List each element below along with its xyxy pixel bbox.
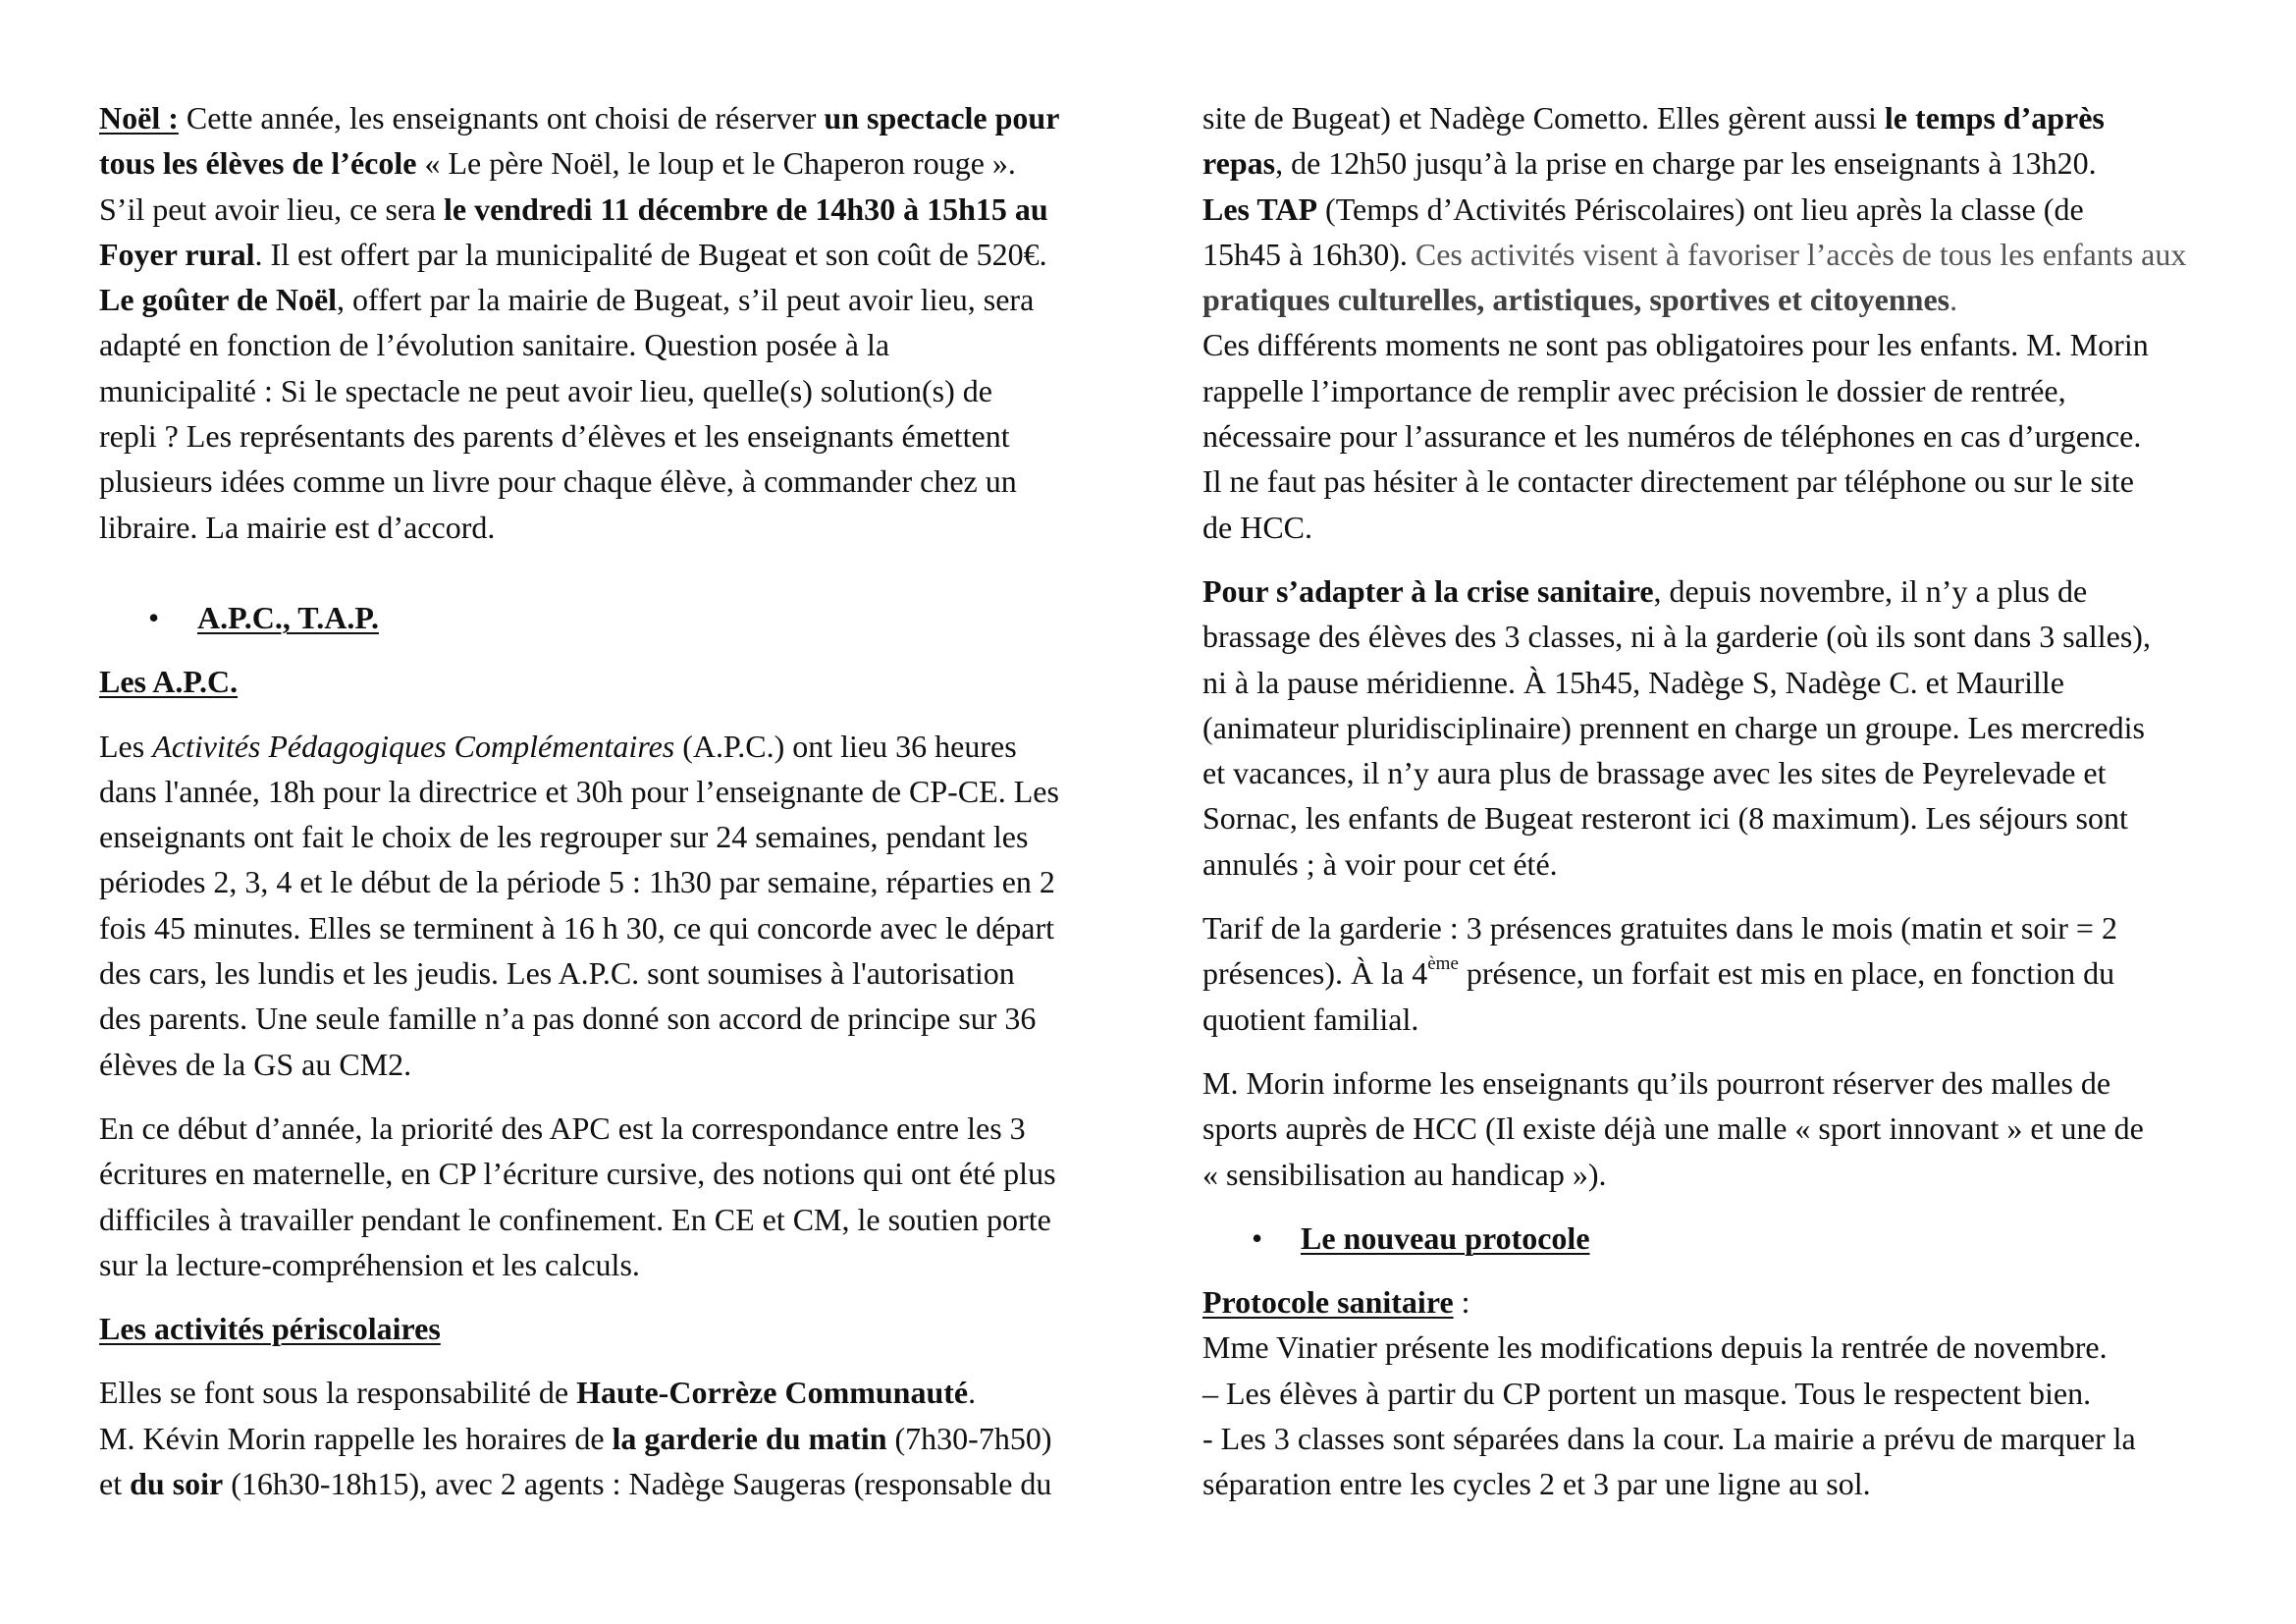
protocole-section-heading: • Le nouveau protocole [1202, 1216, 2223, 1261]
apc-paragraph: Les Activités Pédagogiques Complémentaires (A.P.C.) ont lieu 36 heures dans l'année, 18h pour la directrice et 30h pour l’enseignante de CP-CE. Les enseignants ont fait le choix de les regrouper sur 24 semaines, pendant les périodes 2, 3, 4 et le début de la période 5 : 1h30 par semaine, réparties en 2 fois 45 minutes. Elles se terminent à 16 h 30, ce qui concorde avec le départ des cars, les lundis et les jeudis. Les A.P.C. sont soumises à l'autorisation des parents. Une seule famille n’a pas donné son accord de principe sur 36 élèves de la GS au CM2. [99, 728, 1059, 1082]
apc-heading: Les A.P.C. [99, 664, 239, 700]
tarif-paragraph: Tarif de la garderie : 3 présences gratuites dans le mois (matin et soir = 2 présences). À la 4ème présence, un forfait est mis en place, en fonction du quotient familial. [1202, 910, 2117, 1037]
periscolaire-heading: Les activités périscolaires [99, 1311, 441, 1347]
apc-tap-section-heading: • A.P.C., T.A.P. [99, 595, 1130, 640]
left-column [99, 95, 1130, 1506]
noel-paragraph: Noël : Cette année, les enseignants ont choisi de réserver un spectacle pour tous les élèves de l’école « Le père Noël, le loup et le Chaperon rouge ». S’il peut avoir lieu, ce sera le vendredi 11 décembre de 14h30 à 15h15 au Foyer rural. Il est offert par la municipalité de Bugeat et son coût de 520€. Le goûter de Noël, offert par la mairie de Bugeat, s’il peut avoir lieu, sera adapté en fonction de l’évolution sanitaire. Question posée à la municipalité : Si le spectacle ne peut avoir lieu, quelle(s) solution(s) de repli ? Les représentants des parents d’élèves et les enseignants émettent plusieurs idées comme un livre pour chaque élève, à commander chez un libraire. La mairie est d’accord. [99, 100, 1060, 545]
protocole-sanitaire-block: Protocole sanitaire : Mme Vinatier présente les modifications depuis la rentrée de novembre. – Les élèves à partir du CP portent un masque. Tous le respectent bien. - Les 3 classes sont séparées dans la cour. La mairie a prévu de marquer la séparation entre les cycles 2 et 3 par une ligne au sol. [1202, 1284, 2136, 1502]
crise-sanitaire-paragraph: Pour s’adapter à la crise sanitaire, depuis novembre, il n’y a plus de brassage des élèves des 3 classes, ni à la garderie (où ils sont dans 3 salles), ni à la pause méridienne. À 15h45, Nadège S, Nadège C. et Maurille (animateur pluridisciplinaire) prennent en charge un groupe. Les mercredis et vacances, il n’y aura plus de brassage avec les sites de Peyrelevade et Sornac, les enfants de Bugeat resteront ici (8 maximum). Les séjours sont annulés ; à voir pour cet été. [1202, 572, 2151, 882]
protocole-sanitaire-label: Protocole sanitaire [1202, 1284, 1454, 1321]
priorite-paragraph: En ce début d’année, la priorité des APC est la correspondance entre les 3 écritures en maternelle, en CP l’écriture cursive, des notions qui ont été plus difficiles à travailler pendant le confinement. En CE et CM, le soutien porte sur la lecture-compréhension et les calculs. [99, 1110, 1056, 1282]
bullet-icon: • [148, 599, 160, 635]
bullet-icon: • [1252, 1219, 1263, 1256]
periscolaire-paragraph: Elles se font sous la responsabilité de Haute-Corrèze Communauté. M. Kévin Morin rappelle les horaires de la garderie du matin (7h30-7h50) et du soir (16h30-18h15), avec 2 agents : Nadège Saugeras (responsable du [99, 1375, 1052, 1502]
malles-paragraph: M. Morin informe les enseignants qu’ils pourront réserver des malles de sports auprès de HCC (Il existe déjà une malle « sport innovant » et une de « sensibilisation au handicap »). [1202, 1064, 2144, 1192]
right-column [1202, 95, 2223, 1507]
horaires-paragraph: site de Bugeat) et Nadège Cometto. Elles gèrent aussi le temps d’après repas, de 12h50 jusqu’à la prise en charge par les enseignants à 13h20. Les TAP (Temps d’Activités Périscolaires) ont lieu après la classe (de 15h45 à 16h30). Ces activités visent à favoriser l’accès de tous les enfants aux pratiques culturelles, artistiques, sportives et citoyennes. Ces différents moments ne sont pas obligatoires pour les enfants. M. Morin rappelle l’importance de remplir avec précision le dossier de rentrée, nécessaire pour l’assurance et les numéros de téléphones en cas d’urgence. Il ne faut pas hésiter à le contacter directement par téléphone ou sur le site de HCC. [1202, 100, 2187, 545]
noel-label: Noël : [99, 100, 179, 135]
